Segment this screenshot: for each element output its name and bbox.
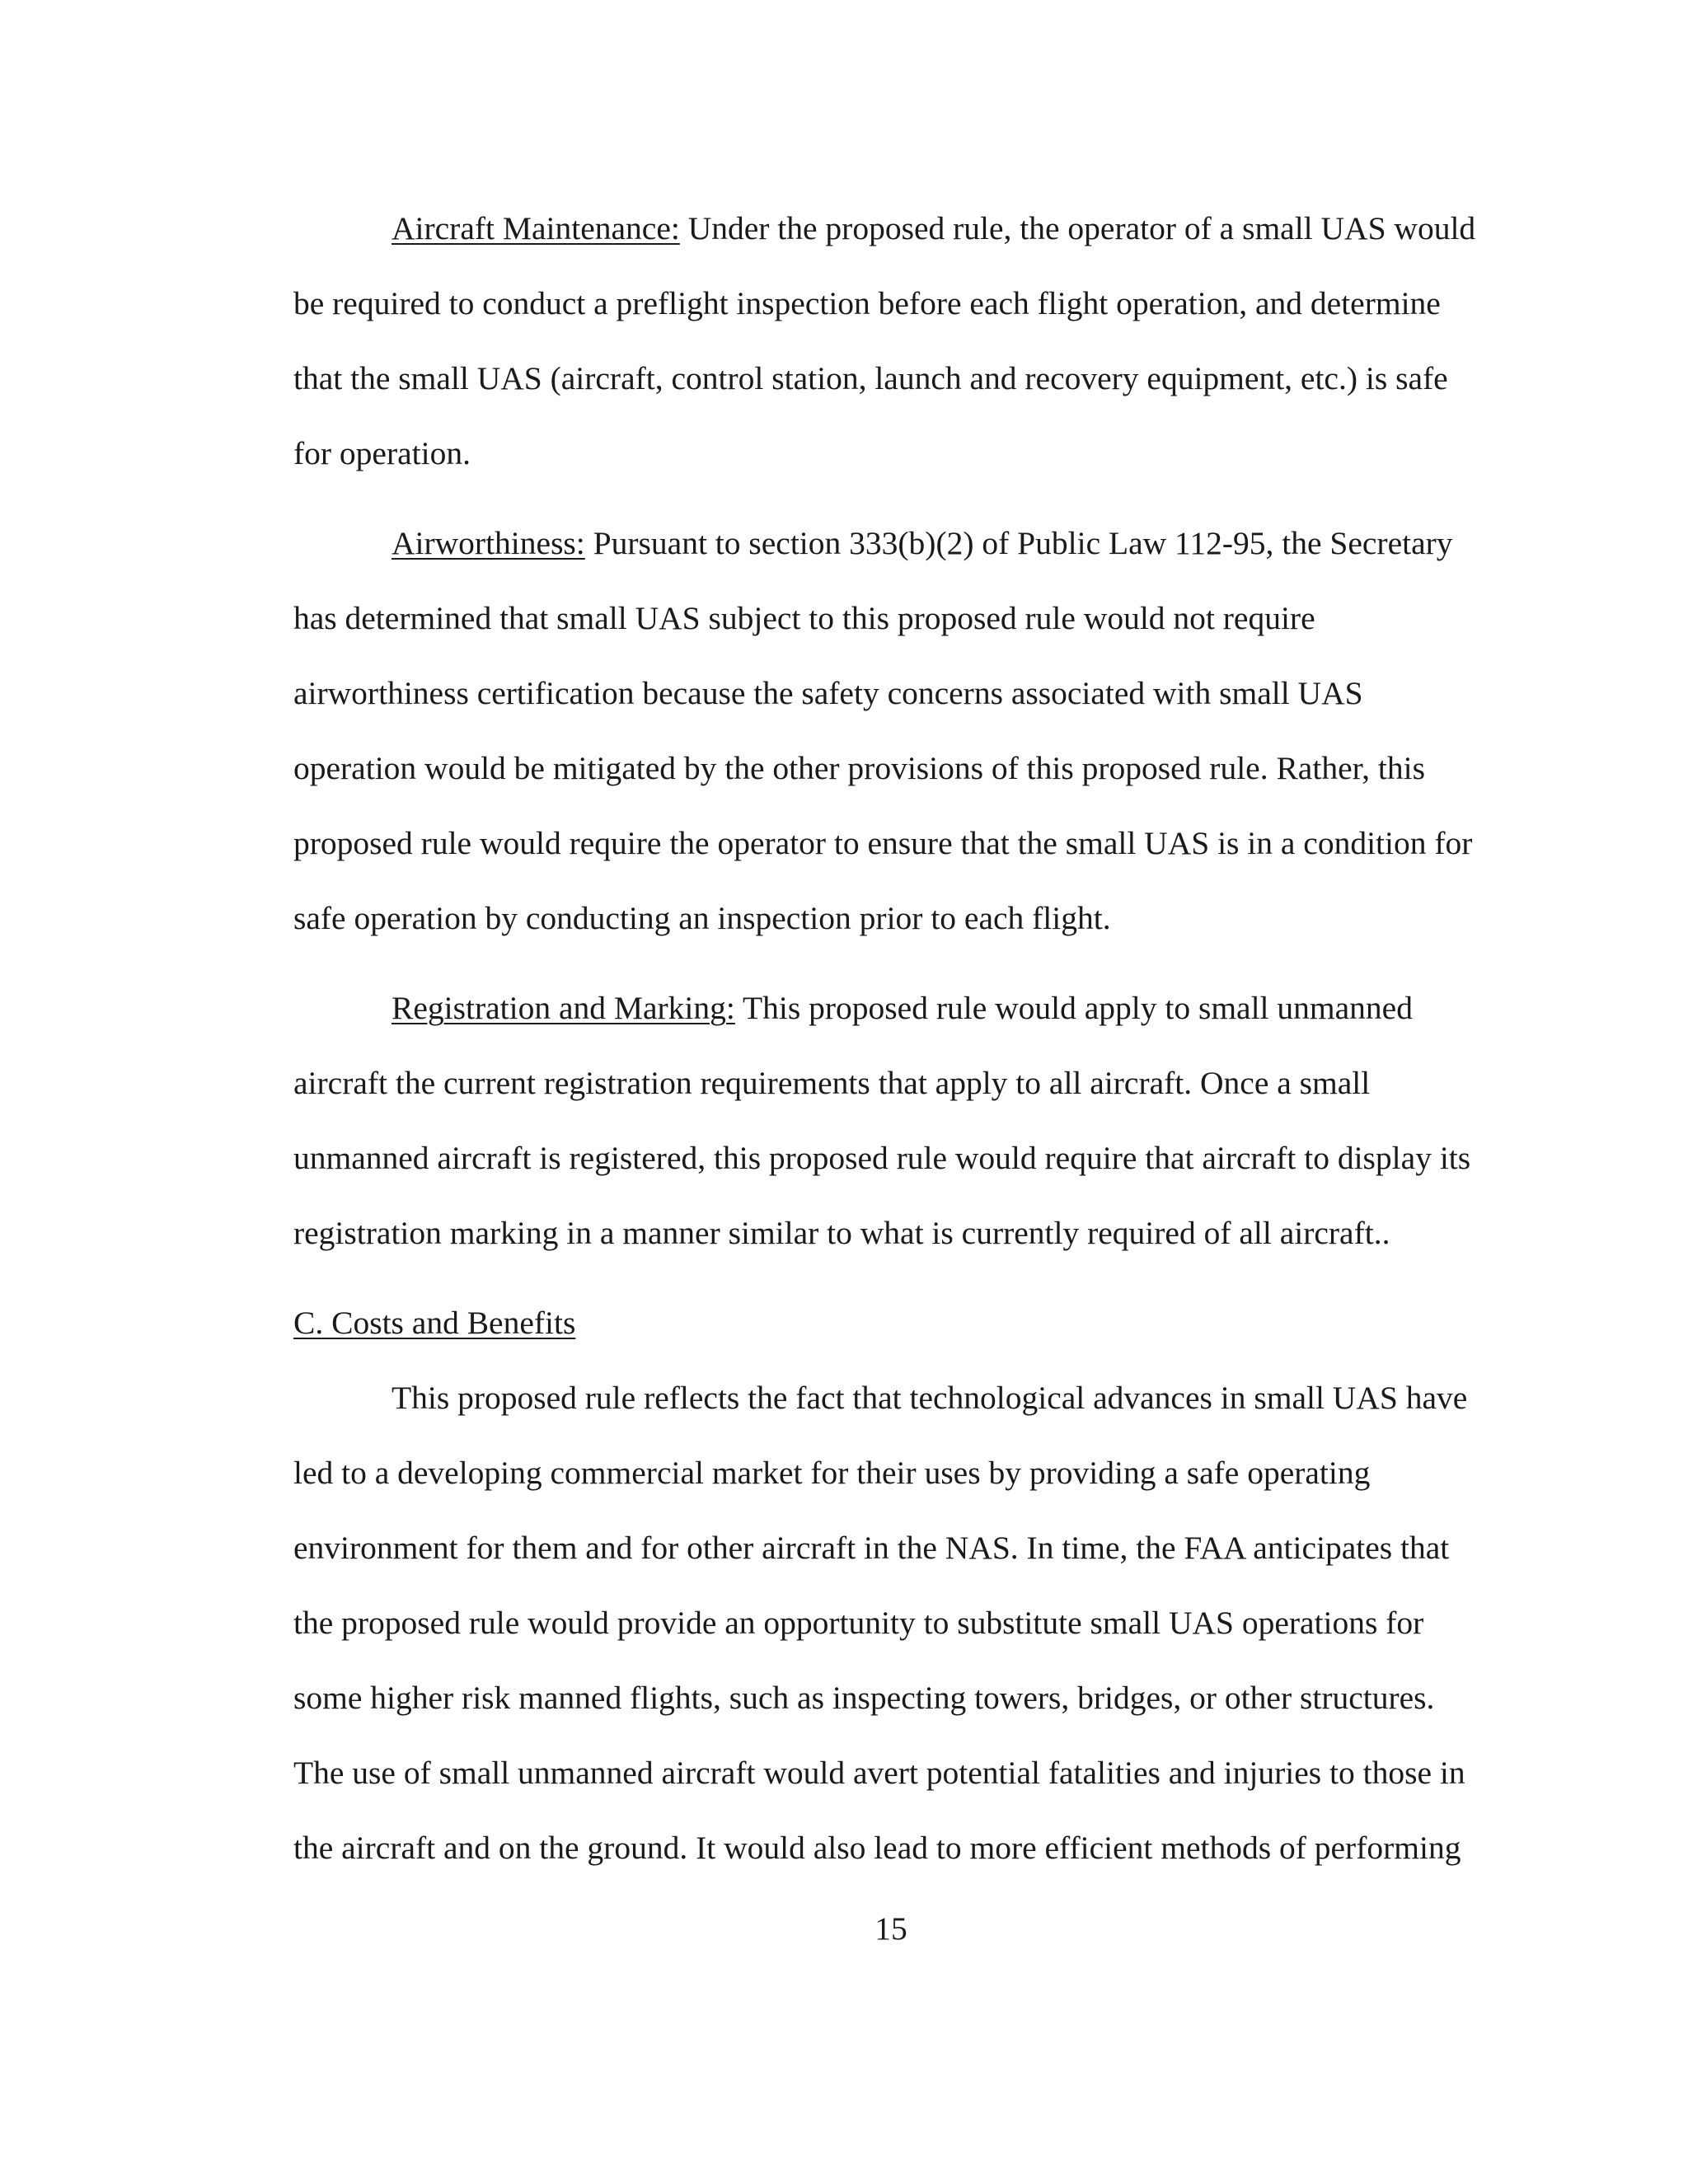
section-heading-text: C. Costs and Benefits xyxy=(293,1305,576,1341)
section-heading-costs-and-benefits xyxy=(293,1286,1489,1361)
paragraph-heading: Airworthiness: xyxy=(392,525,585,561)
paragraph-airworthiness xyxy=(293,506,1489,956)
paragraph-text: Under the proposed rule, the operator of a small UAS would be required to conduct a preflight inspection before each flight operation, and determine that the small UAS (aircraft, control station, launch and recovery equipment, etc.) is safe for operation. xyxy=(293,210,1476,471)
paragraph-heading: Aircraft Maintenance: xyxy=(392,210,680,246)
paragraph-aircraft-maintenance xyxy=(293,191,1489,491)
paragraph-heading: Registration and Marking: xyxy=(392,990,735,1026)
paragraph-text: This proposed rule would apply to small unmanned aircraft the current registration requirements that apply to all aircraft. Once a small unmanned aircraft is registered, this proposed rule would require that aircraft to display its registration marking in a manner similar to what is currently required of all aircraft.. xyxy=(293,990,1471,1251)
paragraph-costs-and-benefits: This proposed rule reflects the fact that technological advances in small UAS have led to a developing commercial market for their uses by providing a safe operating environment for them and for other aircraft in the NAS. In time, the FAA anticipates that the proposed rule would provide an opportunity to substitute small UAS operations for some higher risk manned flights, such as inspecting towers, bridges, or other structures. The use of small unmanned aircraft would avert potential fatalities and injuries to those in the aircraft and on the ground. It would also lead to more efficient methods of performing xyxy=(293,1380,1468,1866)
paragraph-registration-and-marking xyxy=(293,971,1489,1271)
document-body xyxy=(293,191,1489,1886)
page-number: 15 xyxy=(874,1910,907,1947)
paragraph-text: Pursuant to section 333(b)(2) of Public Law 112-95, the Secretary has determined that small UAS subject to this proposed rule would not require airworthiness certification because the safety concerns associated with small UAS operation would be mitigated by the other provisions of this proposed rule. Rather, this proposed rule would require the operator to ensure that the small UAS is in a condition for safe operation by conducting an inspection prior to each flight. xyxy=(293,525,1473,936)
